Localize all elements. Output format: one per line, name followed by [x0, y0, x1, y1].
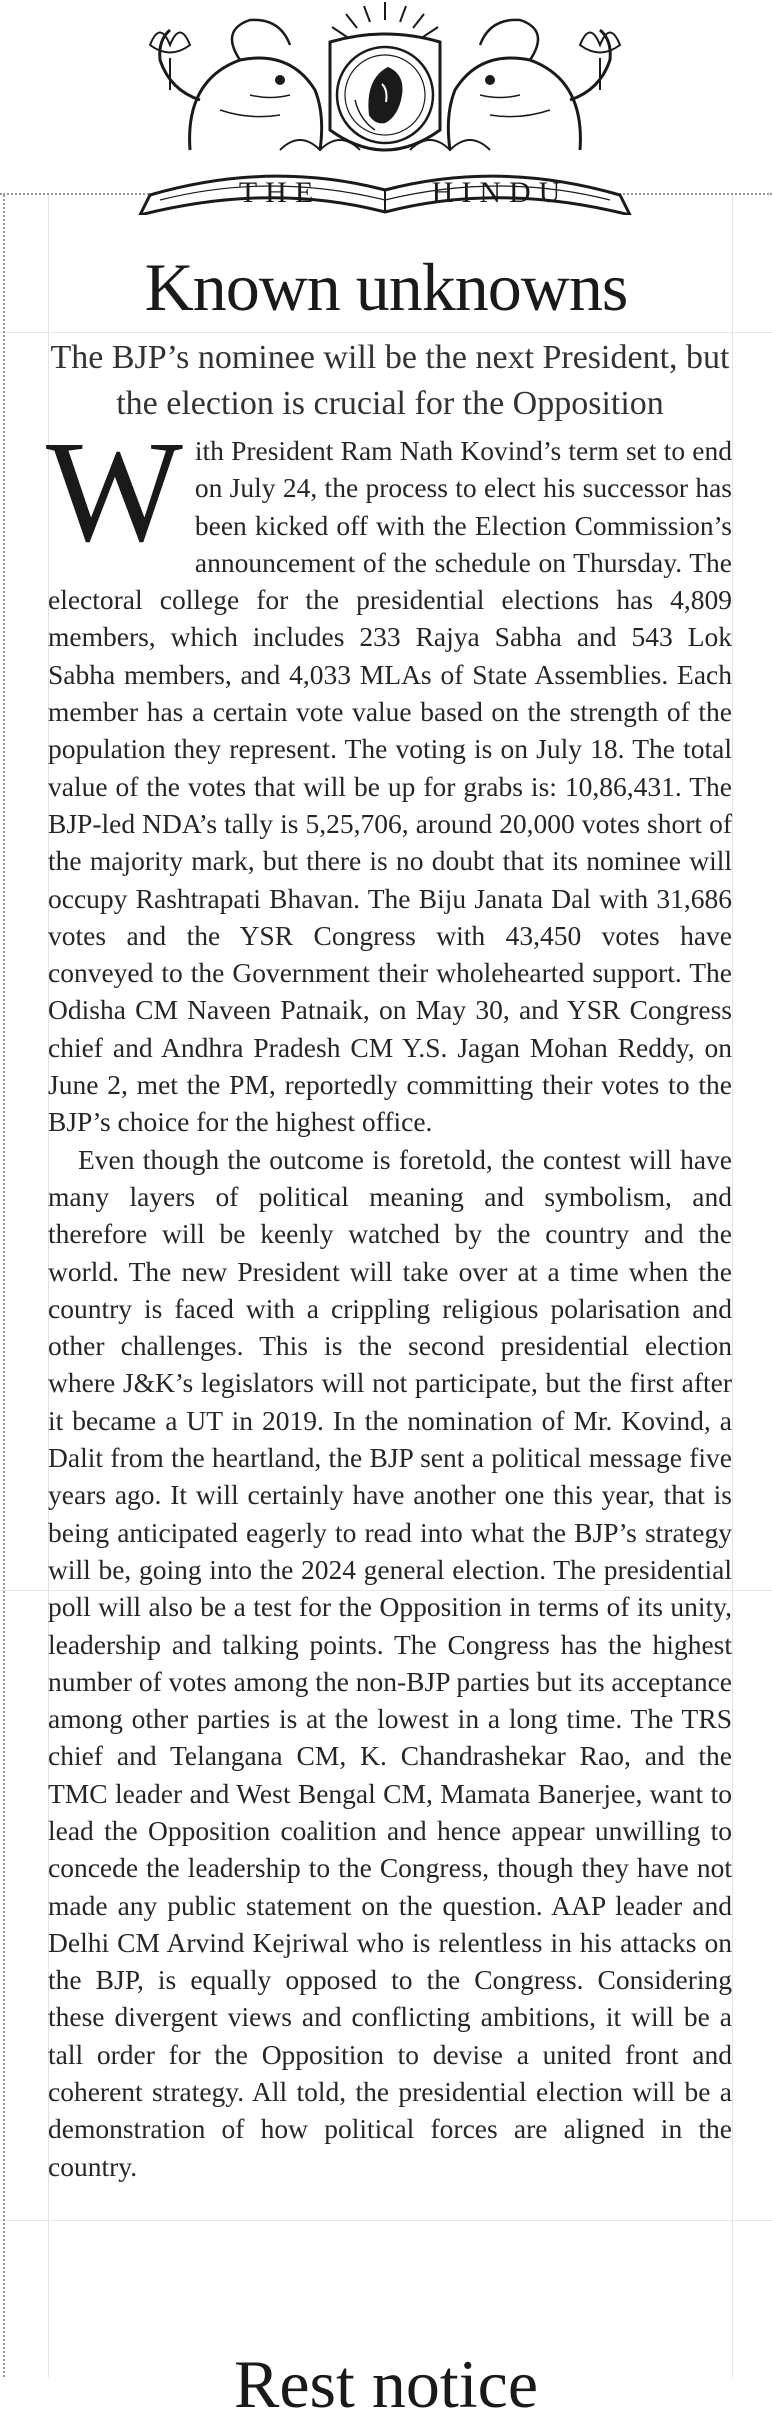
lotus-right-icon [580, 33, 620, 91]
next-article-title: Rest notice [233, 2346, 539, 2422]
elephant-left-icon [160, 20, 322, 150]
paragraph-2: Even though the outcome is foretold, the contest will have many layers of political meaning and symbolism, and therefore will be keenly watched by the country and the world. The new President will take over at a time when the country is faced with a crippling religious polarisation and other challenges. This is the second presidential election where J&K’s legislators will not participate, but the first after it became a UT in 2019. In the nomination of Mr. Kovind, a Dalit from the heartland, the BJP sent a political message five years ago. It will certainly have another one this year, that is being anticipated eagerly to read into what the BJP’s strategy will be, going into the 2024 general election. The presidential poll will also be a test for the Opposition in terms of its unity, leadership and talking points. The Congress has the highest number of votes among the non-BJP parties but its acceptance among other parties is at the lowest in a long time. The TRS chief and Telangana CM, K. Chandrashekar Rao, and the TMC leader and West Bengal CM, Mamata Banerjee, want to lead the Opposition coalition and hence appear unwilling to concede the leadership to the Congress, though they have not made any public statement on the question. AAP leader and Delhi CM Arvind Kejriwal who is relentless in his attacks on the BJP, is equally opposed to the Congress. Considering these divergent views and conflicting ambitions, it will be a tall order for the Opposition to devise a united front and coherent strategy. All told, the presidential election will be a demonstration of how political forces are aligned in the country. [48, 1143, 733, 2182]
drop-cap: W [46, 412, 183, 572]
paragraph-1-text: ith President Ram Nath Kovind’s term set to end on July 24, the process to elect his successor has been kicked off with the Election Commission’s announcement of the schedule on Thursday. The electoral college for the presidential elections has 4,809 members, which includes 233 Rajya Sabha and 543 Lok Sabha members, and 4,033 MLAs of State Assemblies. Each member has a certain vote value based on the strength of the population they represent. The voting is on July 18. The total value of the votes that will be up for grabs is: 10,86,431. The BJP-led NDA’s tally is 5,25,706, around 20,000 votes short of the majority mark, but there is no doubt that its nominee will occupy Rashtrapati Bhavan. The Biju Janata Dal with 31,686 votes and the YSR Congress with 43,450 votes have conveyed to the Government their wholehearted support. The Odisha CM Naveen Patnaik, on May 30, and YSR Congress chief and Andhra Pradesh CM Y.S. Jagan Mohan Reddy, on June 2, met the PM, reportedly committing their votes to the BJP’s choice for the highest office. [48, 435, 732, 1138]
article-body [46, 412, 733, 2185]
column-guide-right [732, 195, 733, 2377]
brand-right-text: HINDU [431, 176, 569, 209]
the-hindu-masthead-logo [130, 0, 640, 215]
paragraph-1 [46, 412, 732, 1141]
article-subtitle: The BJP’s nominee will be the next President, but the election is crucial for the Opposition [50, 339, 730, 422]
row-guide [0, 332, 772, 333]
brand-left-text: THE [238, 176, 322, 209]
dotted-border-left [3, 195, 5, 2377]
article-title: Known unknowns [144, 249, 628, 325]
sun-rays-icon [332, 2, 438, 37]
conch-icon [369, 68, 401, 122]
row-guide [0, 2220, 772, 2221]
elephant-right-icon [448, 20, 610, 150]
lotus-left-icon [150, 33, 190, 91]
